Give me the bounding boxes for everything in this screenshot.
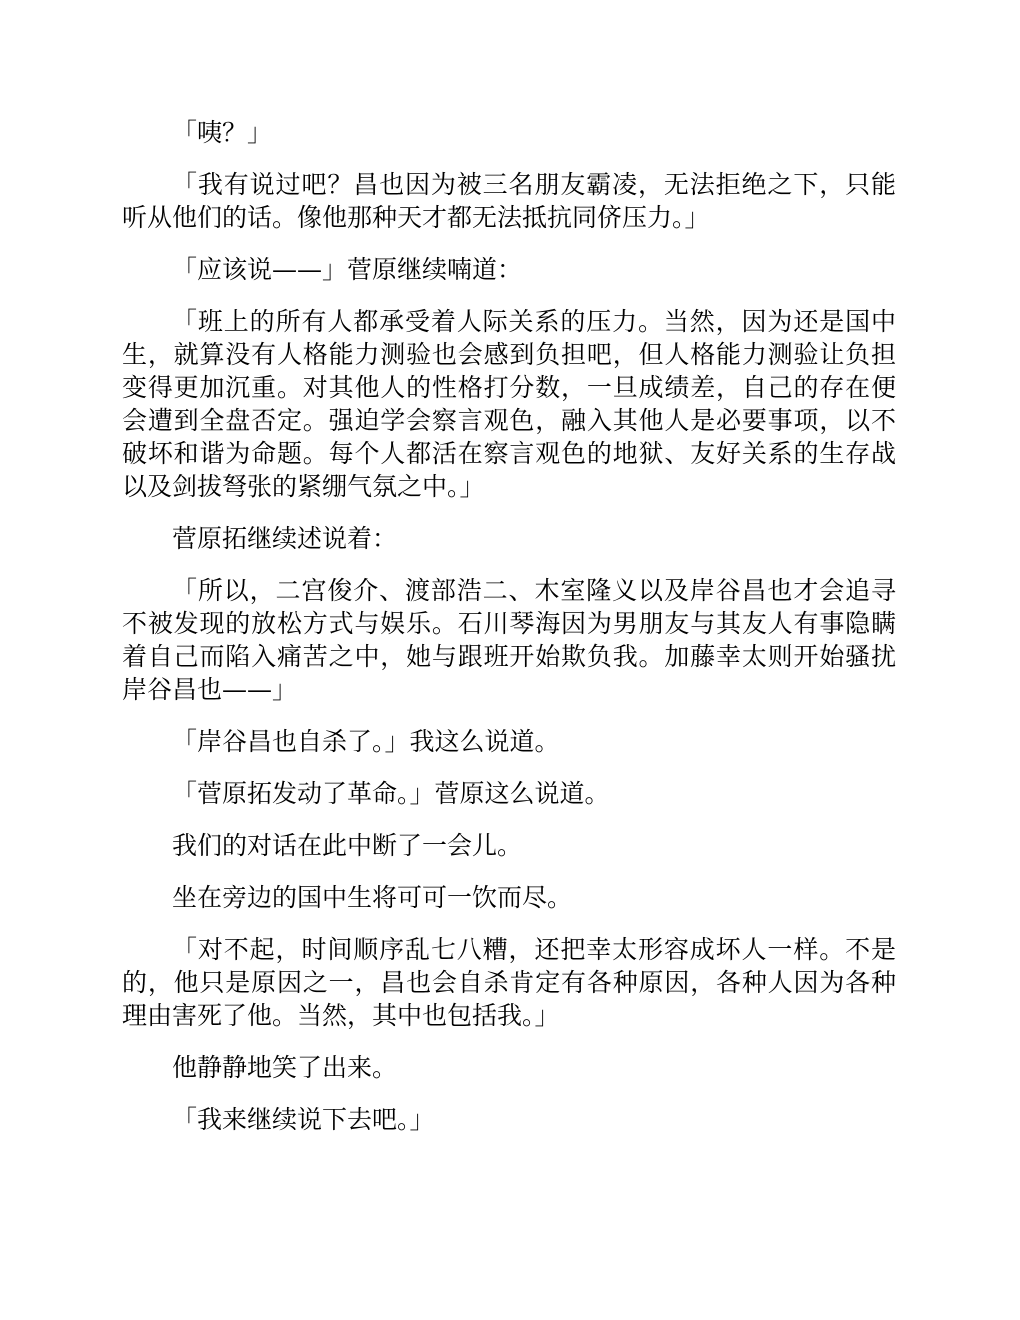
paragraph: 坐在旁边的国中生将可可一饮而尽。 bbox=[172, 883, 573, 912]
paragraph: 「菅原拓发动了革命。」菅原这么说道。 bbox=[172, 779, 610, 808]
paragraph: 「所以，二宫俊介、渡部浩二、木室隆义以及岸谷昌也才会追寻不被发现的放松方式与娱乐。石川琴海因为男朋友与其友人有事隐瞒着自己而陷入痛苦之中，她与跟班开始欺负我。加藤幸太则开始骚扰岸谷昌也——」 bbox=[122, 576, 896, 704]
paragraph: 他静静地笑了出来。 bbox=[172, 1053, 398, 1082]
paragraph: 菅原拓继续述说着： bbox=[172, 524, 398, 553]
paragraph: 「对不起，时间顺序乱七八糟，还把幸太形容成坏人一样。不是的，他只是原因之一，昌也会自杀肯定有各种原因，各种人因为各种理由害死了他。当然，其中也包括我。」 bbox=[122, 935, 896, 1030]
paragraph: 我们的对话在此中断了一会儿。 bbox=[172, 831, 523, 860]
paragraph: 「班上的所有人都承受着人际关系的压力。当然，因为还是国中生，就算没有人格能力测验也会感到负担吧，但人格能力测验让负担变得更加沉重。对其他人的性格打分数，一旦成绩差，自己的存在便会遭到全盘否定。强迫学会察言观色，融入其他人是必要事项，以不破坏和谐为命题。每个人都活在察言观色的地狱、友好关系的生存战以及剑拔弩张的紧绷气氛之中。」 bbox=[122, 307, 896, 501]
paragraph: 「应该说——」菅原继续喃道： bbox=[172, 255, 523, 284]
text-body bbox=[122, 116, 896, 1155]
paragraph: 「我有说过吧？昌也因为被三名朋友霸凌，无法拒绝之下，只能听从他们的话。像他那种天才都无法抵抗同侪压力。」 bbox=[122, 170, 896, 232]
paragraph: 「咦？」 bbox=[172, 118, 273, 147]
paragraph: 「我来继续说下去吧。」 bbox=[172, 1105, 435, 1134]
paragraph: 「岸谷昌也自杀了。」我这么说道。 bbox=[172, 727, 560, 756]
